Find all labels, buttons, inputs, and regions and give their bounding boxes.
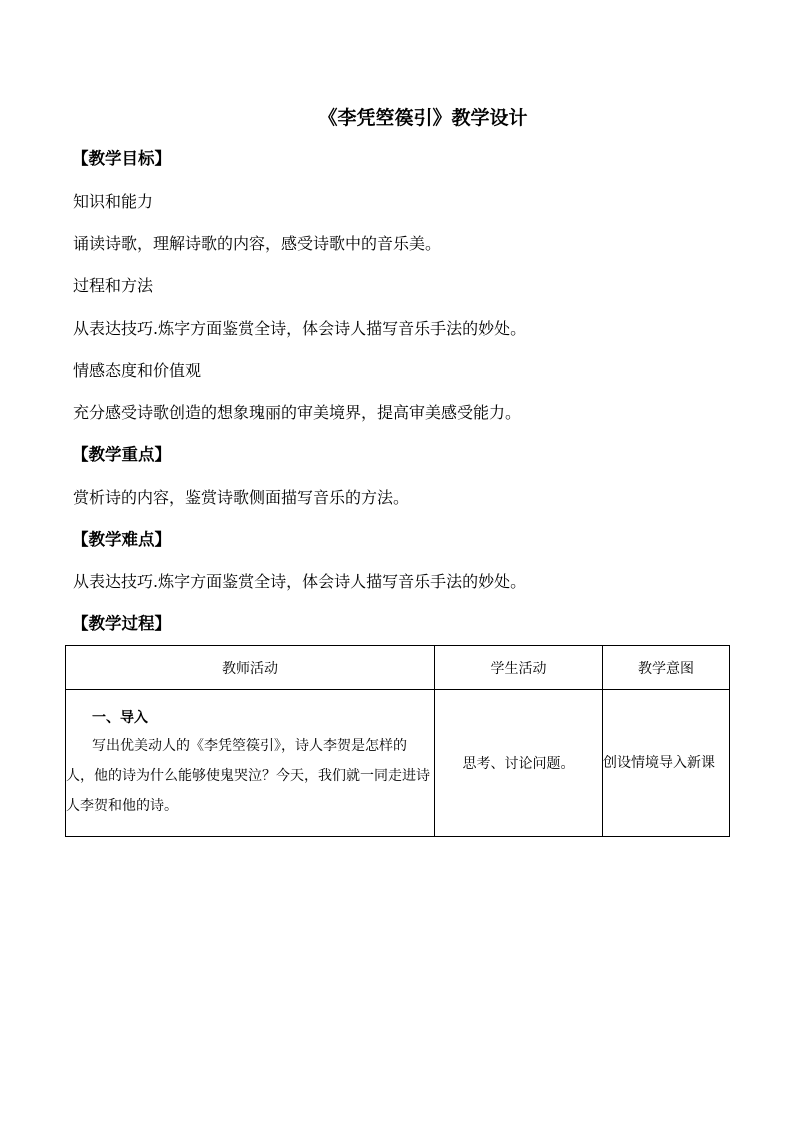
document-title: 《李凭箜篌引》教学设计 xyxy=(318,107,528,129)
emotion-label: 情感态度和价值观 xyxy=(73,361,202,380)
emotion-text: 充分感受诗歌创造的想象瑰丽的审美境界，提高审美感受能力。 xyxy=(73,403,522,422)
keypoints-text: 赏析诗的内容，鉴赏诗歌侧面描写音乐的方法。 xyxy=(73,488,410,507)
header-teaching-intent: 教学意图 xyxy=(603,646,730,690)
difficulties-heading: 【教学难点】 xyxy=(72,530,171,549)
intro-text: 写出优美动人的《李凭箜篌引》，诗人李贺是怎样的人，他的诗为什么能够使鬼哭泣？今天，我们就一同走进诗人李贺和他的诗。 xyxy=(66,738,430,814)
lesson-table xyxy=(65,645,730,837)
process-text: 从表达技巧.炼字方面鉴赏全诗，体会诗人描写音乐手法的妙处。 xyxy=(73,319,527,338)
objectives-heading: 【教学目标】 xyxy=(72,149,171,168)
table-row xyxy=(66,690,730,837)
intro-subheading: 一、导入 xyxy=(92,710,148,726)
header-student-activity: 学生活动 xyxy=(435,646,603,690)
table-header-row xyxy=(66,646,730,690)
keypoints-heading: 【教学重点】 xyxy=(72,445,171,464)
student-activity-cell: 思考、讨论问题。 xyxy=(435,690,603,837)
process-label: 过程和方法 xyxy=(73,276,154,295)
knowledge-label: 知识和能力 xyxy=(73,192,154,211)
process-heading: 【教学过程】 xyxy=(72,614,171,633)
knowledge-text: 诵读诗歌，理解诗歌的内容，感受诗歌中的音乐美。 xyxy=(73,234,442,253)
difficulties-text: 从表达技巧.炼字方面鉴赏全诗，体会诗人描写音乐手法的妙处。 xyxy=(73,572,527,591)
teacher-activity-cell xyxy=(66,690,435,837)
teaching-intent-cell: 创设情境导入新课 xyxy=(603,690,730,837)
header-teacher-activity: 教师活动 xyxy=(66,646,435,690)
